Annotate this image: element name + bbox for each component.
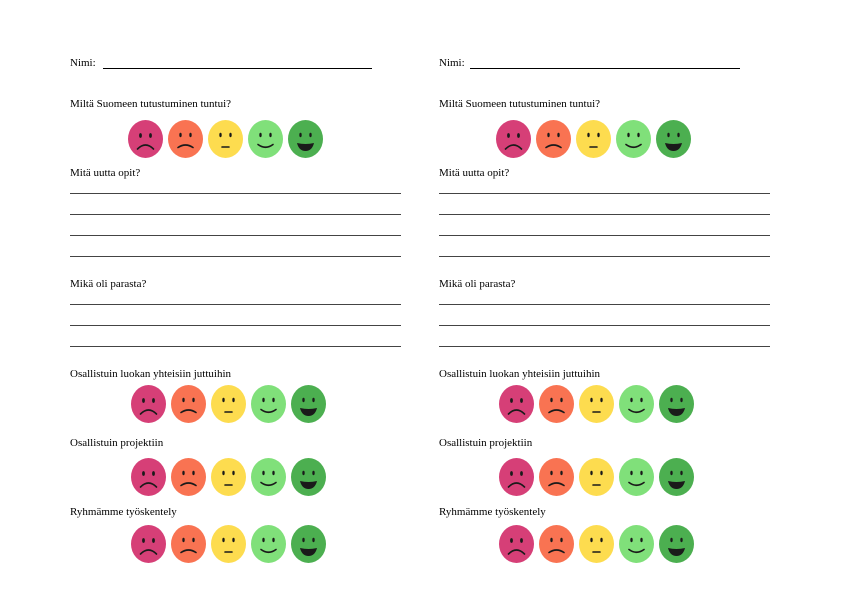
very-sad-face-icon[interactable] [499,458,534,496]
name-field[interactable] [103,68,372,69]
happy-face-icon[interactable] [251,458,286,496]
happy-face-icon[interactable] [619,385,654,423]
rating-scale-class-activities[interactable] [131,385,326,423]
question-group-work: Ryhmämme työskentely [439,506,546,518]
happy-face-icon[interactable] [251,385,286,423]
answer-line[interactable] [439,256,770,257]
happy-face-icon[interactable] [619,458,654,496]
rating-scale-class-activities[interactable] [499,385,694,423]
answer-line[interactable] [439,214,770,215]
very-happy-face-icon[interactable] [288,120,323,158]
answer-line[interactable] [439,235,770,236]
answer-line[interactable] [439,304,770,305]
rating-scale-project[interactable] [131,458,326,496]
answer-line[interactable] [70,304,401,305]
rating-scale-finland[interactable] [496,120,691,158]
answer-line[interactable] [70,325,401,326]
question-class-activities: Osallistuin luokan yhteisiin juttuihin [70,368,232,380]
sad-face-icon[interactable] [171,525,206,563]
neutral-face-icon[interactable] [208,120,243,158]
very-sad-face-icon[interactable] [128,120,163,158]
rating-scale-group-work[interactable] [499,525,694,563]
question-project: Osallistuin projektiin [439,437,533,449]
happy-face-icon[interactable] [251,525,286,563]
answer-line[interactable] [439,193,770,194]
answer-line[interactable] [70,193,401,194]
sad-face-icon[interactable] [536,120,571,158]
answer-line[interactable] [439,325,770,326]
feedback-form-right [439,0,779,595]
neutral-face-icon[interactable] [579,458,614,496]
neutral-face-icon[interactable] [579,525,614,563]
sad-face-icon[interactable] [171,385,206,423]
sad-face-icon[interactable] [171,458,206,496]
neutral-face-icon[interactable] [211,458,246,496]
very-sad-face-icon[interactable] [131,458,166,496]
answer-line[interactable] [70,235,401,236]
neutral-face-icon[interactable] [576,120,611,158]
rating-scale-project[interactable] [499,458,694,496]
sad-face-icon[interactable] [168,120,203,158]
question-finland: Miltä Suomeen tutustuminen tuntui? [70,98,232,110]
answer-line[interactable] [439,346,770,347]
happy-face-icon[interactable] [248,120,283,158]
question-learned: Mitä uutta opit? [439,167,510,179]
very-sad-face-icon[interactable] [496,120,531,158]
very-sad-face-icon[interactable] [131,525,166,563]
question-class-activities: Osallistuin luokan yhteisiin juttuihin [439,368,601,380]
very-happy-face-icon[interactable] [659,458,694,496]
happy-face-icon[interactable] [619,525,654,563]
rating-scale-group-work[interactable] [131,525,326,563]
neutral-face-icon[interactable] [211,385,246,423]
name-label: Nimi: [439,57,465,69]
very-sad-face-icon[interactable] [131,385,166,423]
neutral-face-icon[interactable] [211,525,246,563]
very-happy-face-icon[interactable] [291,385,326,423]
question-group-work: Ryhmämme työskentely [70,506,177,518]
very-happy-face-icon[interactable] [656,120,691,158]
sad-face-icon[interactable] [539,385,574,423]
very-happy-face-icon[interactable] [659,525,694,563]
question-best: Mikä oli parasta? [70,278,147,290]
name-field[interactable] [470,68,740,69]
happy-face-icon[interactable] [616,120,651,158]
answer-line[interactable] [70,346,401,347]
name-label: Nimi: [70,57,96,69]
very-sad-face-icon[interactable] [499,385,534,423]
sad-face-icon[interactable] [539,525,574,563]
question-learned: Mitä uutta opit? [70,167,141,179]
very-happy-face-icon[interactable] [291,525,326,563]
feedback-form-left [70,0,410,595]
very-sad-face-icon[interactable] [499,525,534,563]
very-happy-face-icon[interactable] [659,385,694,423]
very-happy-face-icon[interactable] [291,458,326,496]
question-best: Mikä oli parasta? [439,278,516,290]
answer-line[interactable] [70,256,401,257]
sad-face-icon[interactable] [539,458,574,496]
neutral-face-icon[interactable] [579,385,614,423]
question-project: Osallistuin projektiin [70,437,164,449]
rating-scale-finland[interactable] [128,120,323,158]
answer-line[interactable] [70,214,401,215]
question-finland: Miltä Suomeen tutustuminen tuntui? [439,98,601,110]
